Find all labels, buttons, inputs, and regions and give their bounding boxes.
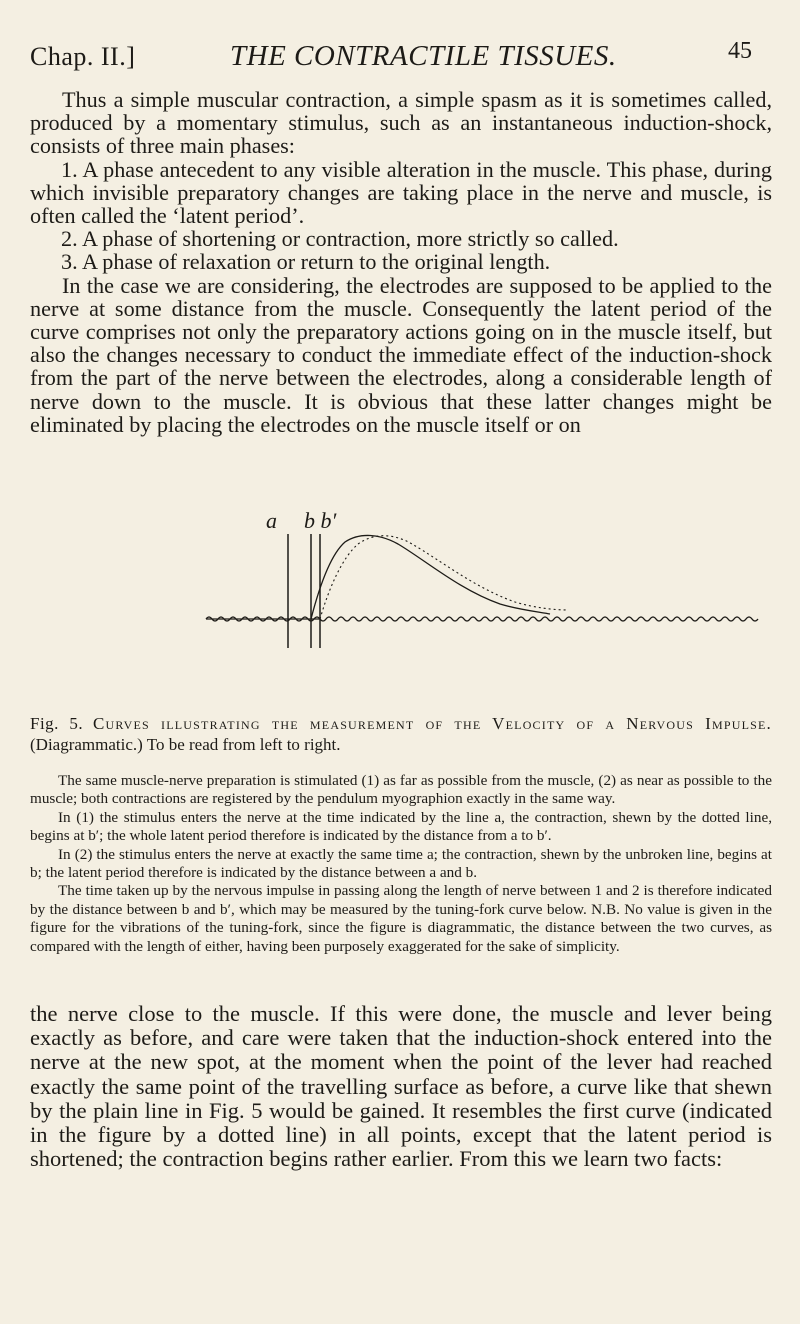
figure-5-diagram — [30, 508, 772, 680]
phase-item-1: 1. A phase antecedent to any visible alteration in the muscle. This phase, during which invisible preparatory changes are taking place in the nerve and muscle, is often called the ‘latent period’. — [30, 156, 772, 229]
dotted-curve — [320, 536, 568, 619]
running-title: THE CONTRACTILE TISSUES. — [230, 40, 617, 72]
chapter-label: Chap. II.] — [30, 42, 136, 71]
figure-number: Fig. 5. — [30, 714, 84, 733]
caption-paragraph-3: In (2) the stimulus enters the nerve at exactly the same time a; the contraction, shewn by the unbroken line, begins at b; the latent period therefore is indicated by the distance between a and b. — [30, 845, 772, 882]
label-a: a — [266, 508, 277, 533]
running-header — [30, 36, 770, 76]
intro-paragraph: Thus a simple muscular contraction, a simple spasm as it is sometimes called, produced by a momentary stimulus, such as an instantaneous induction-shock, consists of three main phases: — [30, 87, 772, 159]
figure-caption — [30, 696, 772, 956]
main-text-bottom — [30, 1002, 772, 1171]
caption-paragraph-1: The same muscle-nerve preparation is stimulated (1) as far as possible from the muscle, (2) as near as possible to the muscle; both contractions are registered by the pendulum myographion exactly in the same way. — [30, 772, 772, 808]
label-b-b-prime: b b′ — [304, 508, 337, 533]
caption-paragraph-4: The time taken up by the nervous impulse in passing along the length of nerve between 1 and 2 is therefore indicated by the distance between b and b′, which may be measured by the tuning-fork curve below. N.B. No value is given in the figure for the vibrations of the tuning-fork, since the figure is diagrammatic, the distance between the two curves, as compared with the length of either, having been purposely exaggerated for the sake of simplicity. — [30, 882, 772, 955]
figure-note: (Diagrammatic.) To be read from left to right. — [30, 735, 341, 754]
caption-title-block — [30, 713, 772, 755]
curve-diagram — [30, 530, 772, 680]
figure-title: Curves illustrating the measurement of the Velocity of a Nervous Impulse. — [93, 714, 772, 733]
paragraph-electrodes: In the case we are considering, the electrodes are supposed to be applied to the nerve at some distance from the muscle. Consequently the latent period of the curve comprises not only the preparatory actions going on in the muscle itself, but also the changes necessary to conduct the immediate effect of the induction-shock from the part of the nerve between the electrodes, along a considerable length of nerve down to the muscle. It is obvious that these latter changes might be eliminated by placing the electrodes on the muscle itself or on — [30, 272, 772, 437]
caption-paragraph-2: In (1) the stimulus enters the nerve at the time indicated by the line a, the contraction, shewn by the dotted line, begins at b′; the whole latent period therefore is indicated by the distance from a to b′. — [30, 808, 772, 845]
phase-item-2: 2. A phase of shortening or contraction, more strictly so called. — [61, 226, 619, 252]
paragraph-nerve-close: the nerve close to the muscle. If this were done, the muscle and lever being exactly as before, and care were taken that the induction-shock entered into the nerve at the new spot, at the moment when the point of the lever had reached exactly the same point of the travelling surface as before, a curve like that shewn by the plain line in Fig. 5 would be gained. It resembles the first curve (indicated in the figure by a dotted line) in all points, except that the latent period is shortened; the contraction begins rather earlier. From this we learn two facts: — [30, 1001, 772, 1172]
solid-curve — [311, 535, 550, 619]
page-number: 45 — [728, 38, 752, 64]
main-text-top — [30, 88, 772, 436]
phase-item-3: 3. A phase of relaxation or return to the original length. — [61, 249, 551, 275]
